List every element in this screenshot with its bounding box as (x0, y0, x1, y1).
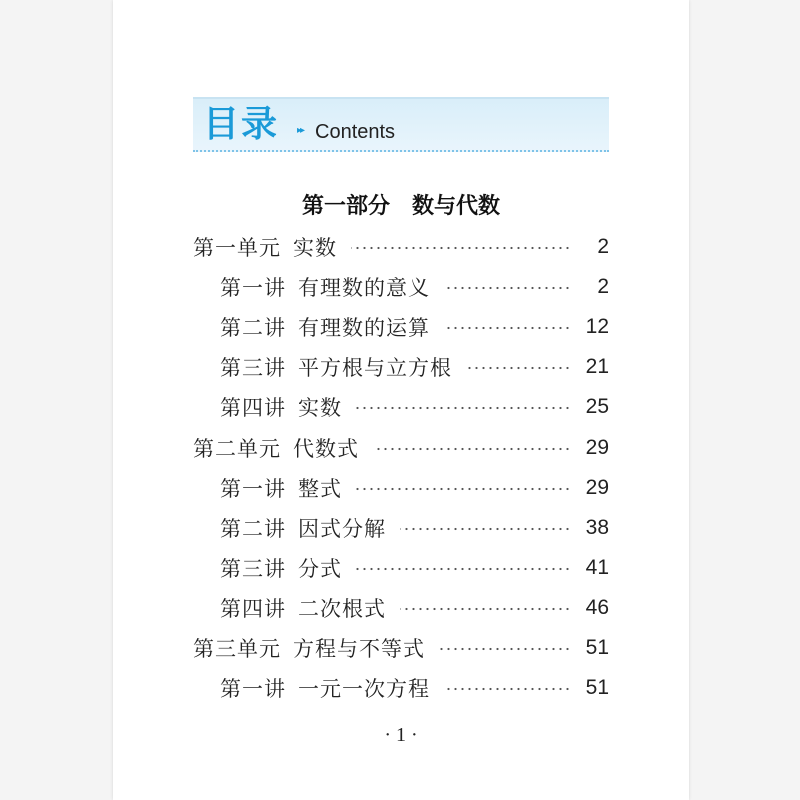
toc-entry-title: 因式分解 (298, 517, 386, 541)
toc-entry-label: 第二讲 (220, 316, 286, 340)
part-heading: 第一部分 数与代数 (301, 194, 500, 219)
toc-entry-page: 29 (585, 476, 609, 499)
page-number: · 1 · (384, 724, 418, 746)
toc-entry-lecture[interactable] (193, 588, 609, 628)
toc-entry-unit[interactable] (193, 628, 609, 668)
toc-entry-page: 41 (585, 556, 609, 579)
toc-entry-label: 第一单元 (193, 236, 281, 260)
contents-header-banner (193, 97, 609, 152)
document-page (113, 0, 689, 800)
toc-entry-lecture[interactable] (193, 387, 609, 427)
contents-title: 目录 (203, 104, 280, 145)
toc-entry-lecture[interactable] (193, 267, 609, 307)
toc-entry-page: 21 (585, 355, 609, 378)
toc-entry-page: 51 (585, 636, 609, 659)
toc-entry-label: 第一讲 (220, 477, 286, 501)
toc-entry-label: 第一讲 (220, 276, 286, 300)
toc-entry-title: 实数 (293, 236, 337, 260)
dot-leader (444, 326, 571, 330)
toc-entry-label: 第三讲 (220, 557, 286, 581)
toc-entry-page: 38 (585, 516, 609, 539)
toc-entry-lecture[interactable] (193, 468, 609, 508)
toc-entry-label: 第一讲 (220, 677, 286, 701)
dot-leader (356, 567, 571, 571)
toc-entry-unit[interactable] (193, 428, 609, 468)
dot-leader (373, 447, 571, 451)
toc-entry-title: 整式 (298, 477, 342, 501)
toc-entry-page: 46 (585, 596, 609, 619)
toc-entry-title: 一元一次方程 (298, 677, 430, 701)
toc-entry-title: 方程与不等式 (293, 637, 425, 661)
dot-leader (400, 527, 571, 531)
dot-leader (400, 607, 571, 611)
toc-entry-lecture[interactable] (193, 307, 609, 347)
dot-leader (444, 286, 571, 290)
toc-entry-page: 2 (597, 275, 609, 298)
toc-entry-title: 分式 (298, 557, 342, 581)
toc-entry-unit[interactable] (193, 227, 609, 267)
toc-entry-page: 25 (585, 395, 609, 418)
toc-entry-label: 第四讲 (220, 597, 286, 621)
toc-entry-title: 代数式 (293, 437, 359, 461)
toc-entry-page: 29 (585, 436, 609, 459)
toc-entry-title: 平方根与立方根 (298, 356, 452, 380)
contents-subtitle: Contents (315, 121, 396, 143)
toc-entry-page: 12 (585, 315, 609, 338)
double-arrow-icon: ▸▸ (297, 125, 304, 136)
toc-entry-title: 二次根式 (298, 597, 386, 621)
toc-entry-title: 有理数的意义 (298, 276, 430, 300)
toc-entry-label: 第三讲 (220, 356, 286, 380)
dot-leader (351, 246, 571, 250)
toc-entry-lecture[interactable] (193, 668, 609, 708)
toc-entry-label: 第二单元 (193, 437, 281, 461)
dot-leader (356, 406, 571, 410)
dot-leader (439, 647, 571, 651)
dot-leader (356, 487, 571, 491)
toc-entry-lecture[interactable] (193, 347, 609, 387)
toc-entry-label: 第二讲 (220, 517, 286, 541)
toc-entry-title: 有理数的运算 (298, 316, 430, 340)
toc-entry-page: 51 (585, 676, 609, 699)
toc-entry-title: 实数 (298, 396, 342, 420)
toc-entry-lecture[interactable] (193, 508, 609, 548)
dot-leader (466, 366, 571, 370)
dot-leader (444, 687, 571, 691)
toc-entry-lecture[interactable] (193, 548, 609, 588)
toc-entry-label: 第四讲 (220, 396, 286, 420)
toc-entry-page: 2 (597, 235, 609, 258)
toc-entry-label: 第三单元 (193, 637, 281, 661)
